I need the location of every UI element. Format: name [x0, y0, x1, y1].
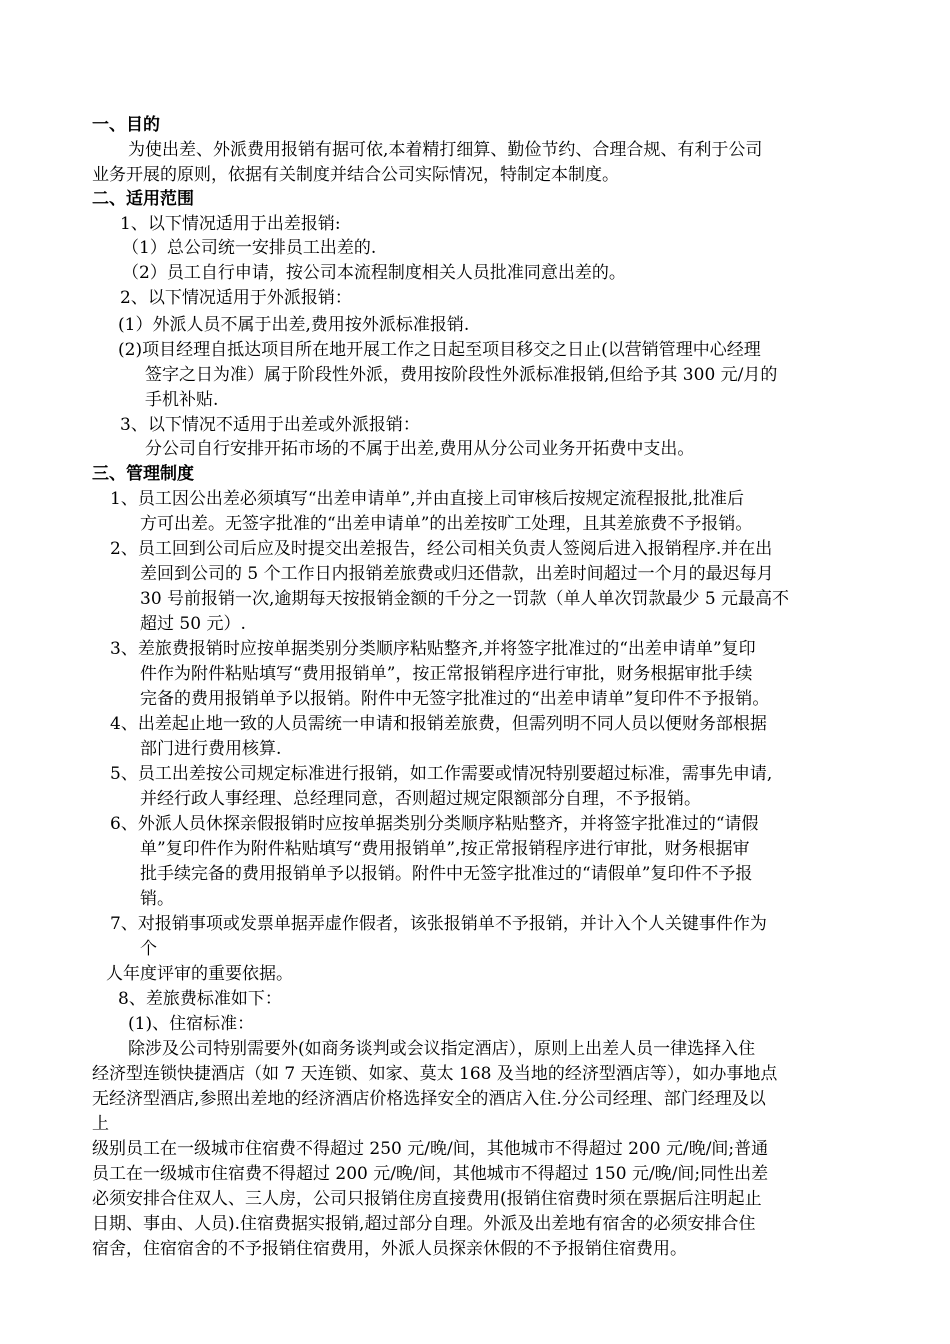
section-3-line: 7、对报销事项或发票单据弄虚作假者，该张报销单不予报销，并计入个人关键事件作为: [110, 914, 767, 934]
section-3-heading: 三、管理制度: [92, 464, 194, 484]
section-2-line: （2）员工自行申请，按公司本流程制度相关人员批准同意出差的。: [122, 263, 626, 283]
section-3-line: 5、员工出差按公司规定标准进行报销，如工作需要或情况特别要超过标准，需事先申请,: [110, 764, 773, 784]
section-2-heading: 二、适用范围: [92, 189, 194, 209]
section-3-line: 差回到公司的 5 个工作日内报销差旅费或归还借款，出差时间超过一个月的最迟每月: [140, 564, 774, 584]
section-3-line: 2、员工回到公司后应及时提交出差报告，经公司相关负责人签阅后进入报销程序.并在出: [110, 539, 773, 559]
section-3-line: 宿舍，住宿宿舍的不予报销住宿费用，外派人员探亲休假的不予报销住宿费用。: [92, 1239, 687, 1259]
section-3-line: 批手续完备的费用报销单予以报销。附件中无签字批准过的“请假单”复印件不予报: [140, 864, 753, 884]
section-3-line: 必须安排合住双人、三人房，公司只报销住房直接费用(报销住宿费时须在票据后注明起止: [92, 1189, 762, 1209]
section-3-line: 件作为附件粘贴填写“费用报销单”，按正常报销程序进行审批，财务根据审批手续: [140, 664, 753, 684]
section-3-line: (1)、住宿标准：: [128, 1014, 255, 1034]
section-3-line: 无经济型酒店,参照出差地的经济酒店价格选择安全的酒店入住.分公司经理、部门经理及以: [92, 1089, 766, 1109]
section-3-line: 并经行政人事经理、总经理同意，否则超过规定限额部分自理，不予报销。: [140, 789, 701, 809]
section-3-line: 3、差旅费报销时应按单据类别分类顺序粘贴整齐,并将签字批准过的“出差申请单”复印: [110, 639, 756, 659]
section-3-line: 个: [140, 939, 157, 959]
section-2-line: （1）总公司统一安排员工出差的.: [122, 238, 377, 258]
section-3-line: 4、出差起止地一致的人员需统一申请和报销差旅费，但需列明不同人员以便财务部根据: [110, 714, 767, 734]
section-2-line: (2)项目经理自抵达项目所在地开展工作之日起至项目移交之日止(以营销管理中心经理: [118, 340, 761, 360]
section-3-line: 经济型连锁快捷酒店（如 7 天连锁、如家、莫太 168 及当地的经济型酒店等），如办事地点: [92, 1064, 778, 1084]
section-2-line: 手机补贴.: [145, 390, 219, 410]
section-3-line: 30 号前报销一次,逾期每天按报销金额的千分之一罚款（单人单次罚款最少 5 元最高不: [140, 589, 790, 609]
section-3-line: 除涉及公司特别需要外(如商务谈判或会议指定酒店），原则上出差人员一律选择入住: [128, 1039, 756, 1059]
section-2-line: 3、以下情况不适用于出差或外派报销：: [120, 415, 420, 435]
section-3-line: 超过 50 元）.: [140, 614, 246, 634]
section-3-line: 日期、事由、人员).住宿费据实报销,超过部分自理。外派及出差地有宿舍的必须安排合住: [92, 1214, 756, 1234]
section-3-line: 单”复印件作为附件粘贴填写“费用报销单”,按正常报销程序进行审批，财务根据审: [140, 839, 750, 859]
section-3-line: 部门进行费用核算.: [140, 739, 282, 759]
section-2-line: 1、以下情况适用于出差报销:: [120, 214, 341, 234]
section-2-line: (1）外派人员不属于出差,费用按外派标准报销.: [118, 315, 470, 335]
section-3-line: 销。: [140, 889, 174, 909]
section-3-line: 1、员工因公出差必须填写“出差申请单”,并由直接上司审核后按规定流程报批,批准后: [110, 489, 745, 509]
section-3-line: 员工在一级城市住宿费不得超过 200 元/晚/间，其他城市不得超过 150 元/晚/间;同性出差: [92, 1164, 769, 1184]
section-1-para-line-1: 为使出差、外派费用报销有据可依,本着精打细算、勤俭节约、合理合规、有利于公司: [128, 140, 763, 160]
section-1-heading: 一、目的: [92, 115, 160, 135]
section-3-line: 人年度评审的重要依据。: [106, 964, 293, 984]
section-3-line: 方可出差。无签字批准的“出差申请单”的出差按旷工处理，且其差旅费不予报销。: [140, 514, 753, 534]
section-3-line: 上: [92, 1114, 109, 1134]
section-3-line: 级别员工在一级城市住宿费不得超过 250 元/晚/间，其他城市不得超过 200 元/晚/间;普通: [92, 1139, 769, 1159]
section-2-line: 签字之日为准）属于阶段性外派，费用按阶段性外派标准报销,但给予其 300 元/月的: [145, 365, 778, 385]
section-3-line: 8、差旅费标准如下：: [118, 989, 282, 1009]
section-3-line: 6、外派人员休探亲假报销时应按单据类别分类顺序粘贴整齐，并将签字批准过的“请假: [110, 814, 759, 834]
section-3-line: 完备的费用报销单予以报销。附件中无签字批准过的“出差申请单”复印件不予报销。: [140, 689, 770, 709]
section-1-para-line-2: 业务开展的原则，依据有关制度并结合公司实际情况，特制定本制度。: [92, 165, 619, 185]
section-2-line: 分公司自行安排开拓市场的不属于出差,费用从分公司业务开拓费中支出。: [145, 439, 695, 459]
section-2-line: 2、以下情况适用于外派报销：: [120, 288, 352, 308]
